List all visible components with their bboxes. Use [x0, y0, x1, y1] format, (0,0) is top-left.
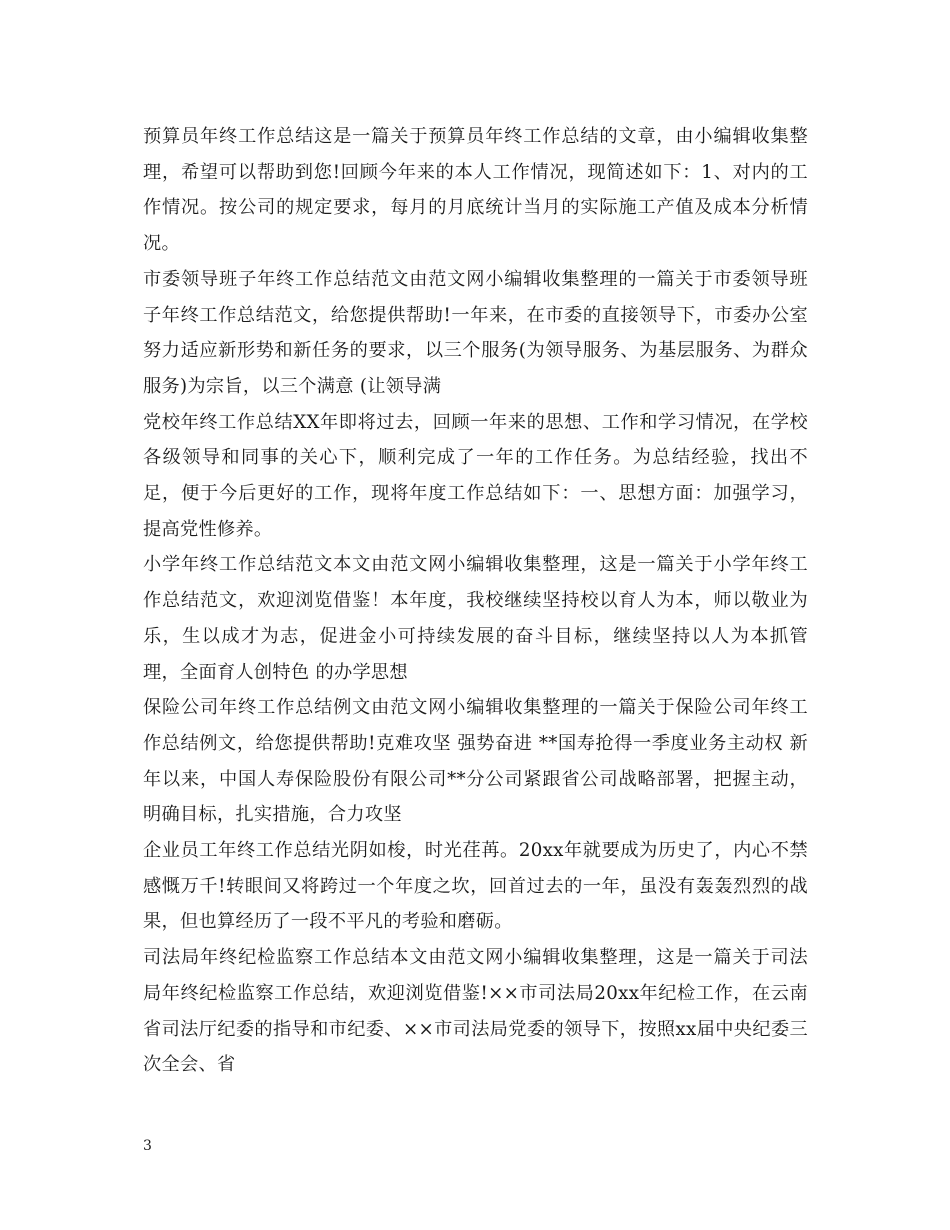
paragraph-enterprise-employee: 企业员工年终工作总结光阴如梭，时光荏苒。20xx年就要成为历史了，内心不禁感慨万千!转眼间又将跨过一个年度之坎，回首过去的一年，虽没有轰轰烈烈的战果，但也算经历了一段不平凡的考验和磨砺。: [143, 840, 808, 933]
paragraph-party-school: 党校年终工作总结XX年即将过去，回顾一年来的思想、工作和学习情况，在学校各级领导和同事的关心下，顺利完成了一年的工作任务。为总结经验，找出不足，便于今后更好的工作，现将年度工作总结如下：一、思想方面：加强学习，提高党性修养。: [143, 411, 808, 540]
paragraph-municipal-leadership: 市委领导班子年终工作总结范文由范文网小编辑收集整理的一篇关于市委领导班子年终工作总结范文，给您提供帮助!一年来，在市委的直接领导下，市委办公室努力适应新形势和新任务的要求，以三个服务(为领导服务、为基层服务、为群众服务)为宗旨，以三个满意 (让领导满: [143, 268, 808, 397]
document-body: [143, 119, 808, 1083]
paragraph-budget-summary: 预算员年终工作总结这是一篇关于预算员年终工作总结的文章，由小编辑收集整理，希望可以帮助到您!回顾今年来的本人工作情况，现简述如下：1、对内的工作情况。按公司的规定要求，每月的月底统计当月的实际施工产值及成本分析情况。: [143, 126, 808, 255]
paragraph-insurance-company: 保险公司年终工作总结例文由范文网小编辑收集整理的一篇关于保险公司年终工作总结例文，给您提供帮助!克难攻坚 强势奋进 **国寿抢得一季度业务主动权 新年以来，中国人寿保险股份有限公司**分公司紧跟省公司战略部署，把握主动，明确目标，扎实措施，合力攻坚: [143, 697, 808, 826]
paragraph-judicial-bureau: 司法局年终纪检监察工作总结本文由范文网小编辑收集整理，这是一篇关于司法局年终纪检监察工作总结，欢迎浏览借鉴!××市司法局20xx年纪检工作，在云南省司法厅纪委的指导和市纪委、××市司法局党委的领导下，按照xx届中央纪委三次全会、省: [143, 947, 808, 1076]
paragraph-primary-school: 小学年终工作总结范文本文由范文网小编辑收集整理，这是一篇关于小学年终工作总结范文，欢迎浏览借鉴！本年度，我校继续坚持校以育人为本，师以敬业为乐，生以成才为志，促进金小可持续发展的奋斗目标，继续坚持以人为本抓管理，全面育人创特色 的办学思想: [143, 554, 808, 683]
page-number: 3: [143, 1138, 152, 1154]
